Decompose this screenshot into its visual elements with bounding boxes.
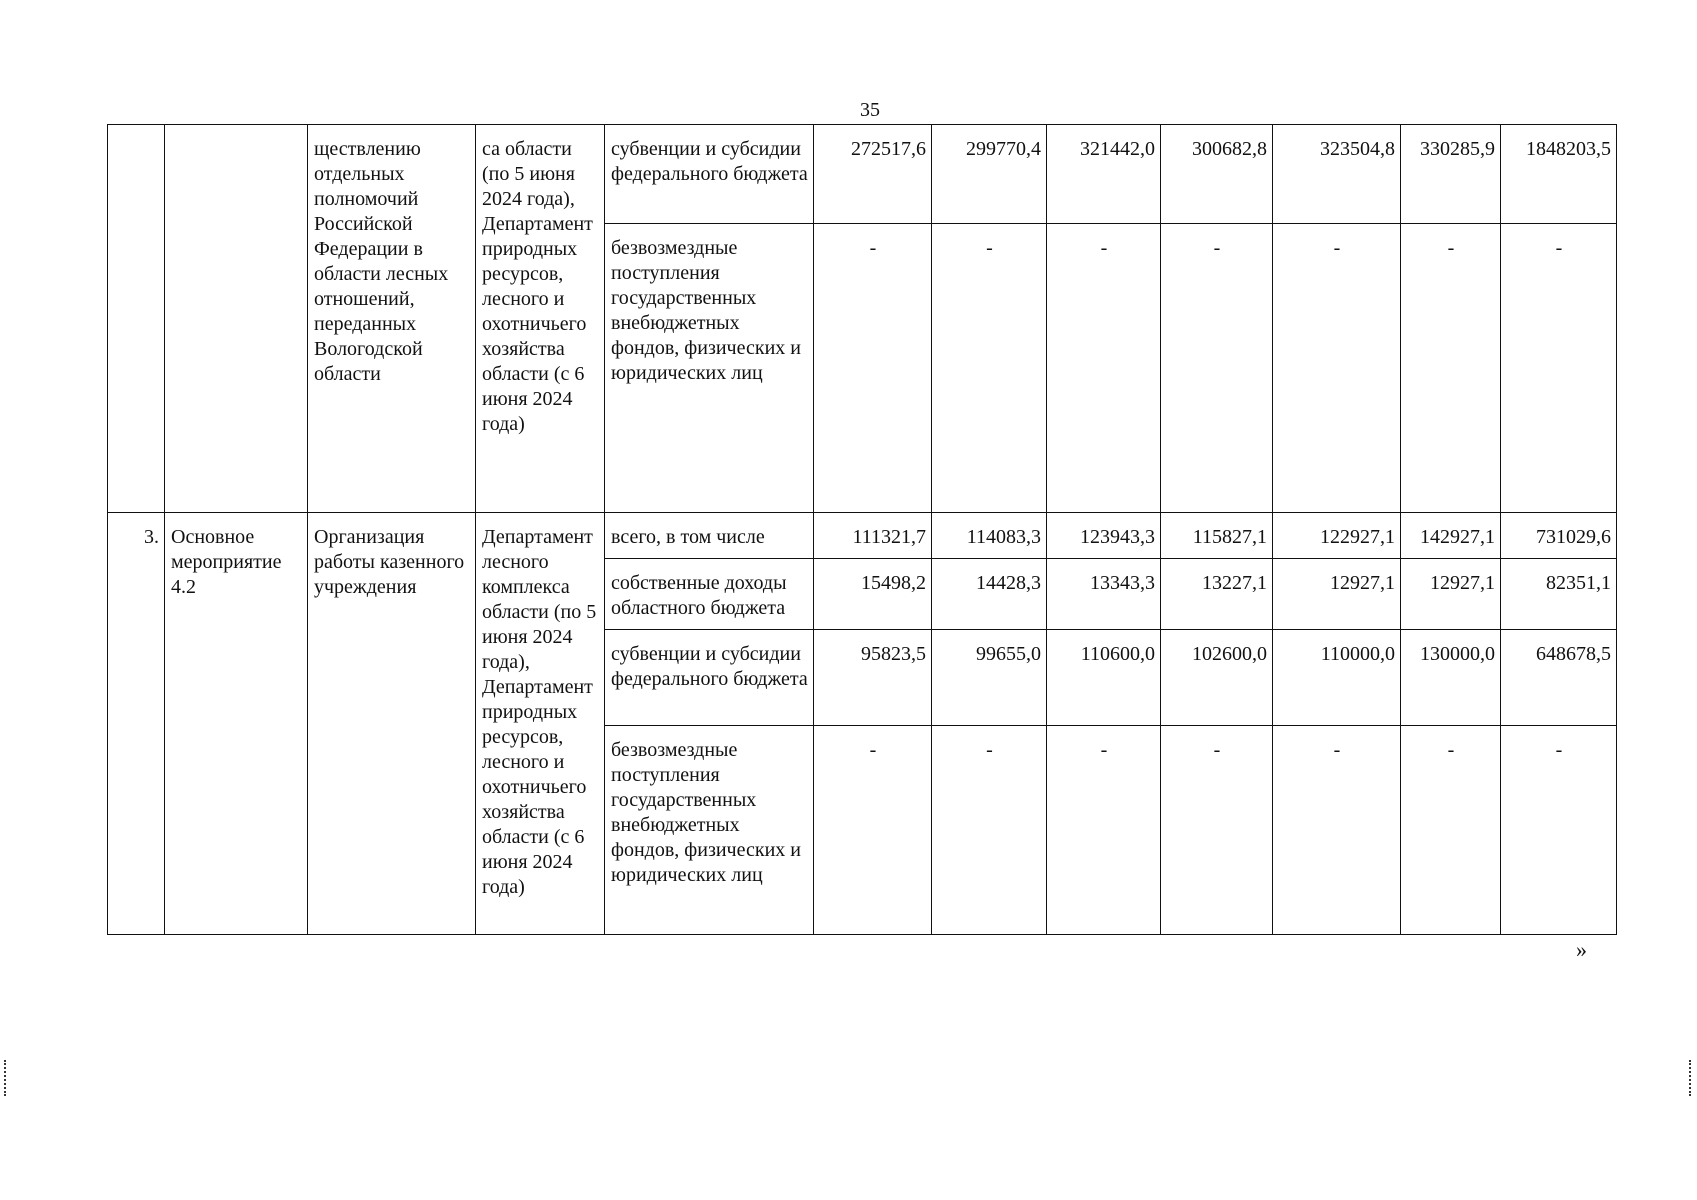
scan-edge-mark (1689, 1060, 1693, 1096)
cell-value: - (932, 224, 1047, 513)
closing-quote: » (1576, 937, 1587, 962)
cell-value: 111321,7 (814, 513, 932, 559)
cell-value: - (1161, 224, 1273, 513)
cell-funding-source: субвенции и субсидии федерального бюджета (605, 125, 814, 224)
cell-value: - (1273, 224, 1401, 513)
cell-value: 323504,8 (1273, 125, 1401, 224)
cell-executor: са области (по 5 июня 2024 года), Департамент природных ресурсов, лесного и охотничьего хозяйства области (с 6 июня 2024 года) (476, 125, 605, 513)
cell-value: - (1273, 726, 1401, 935)
cell-value: 299770,4 (932, 125, 1047, 224)
cell-value: - (1401, 726, 1501, 935)
cell-description: Организация работы казенного учреждения (308, 513, 476, 935)
cell-value: 95823,5 (814, 630, 932, 726)
table-row (108, 513, 1617, 559)
cell-value: 12927,1 (1401, 559, 1501, 630)
cell-funding-source: безвозмездные поступления государственных внебюджетных фондов, физических и юридических лиц (605, 726, 814, 935)
cell-value: - (1501, 726, 1617, 935)
scan-edge-mark (4, 1060, 8, 1096)
cell-funding-source: безвозмездные поступления государственных внебюджетных фондов, физических и юридических лиц (605, 224, 814, 513)
cell-value: - (814, 224, 932, 513)
cell-value: 99655,0 (932, 630, 1047, 726)
cell-description: ществлению отдельных полномочий Российской Федерации в области лесных отношений, переданных Вологодской области (308, 125, 476, 513)
cell-value: - (1047, 726, 1161, 935)
cell-value: 110000,0 (1273, 630, 1401, 726)
cell-value: 115827,1 (1161, 513, 1273, 559)
cell-measure-name (165, 125, 308, 513)
cell-index: 3. (108, 513, 165, 935)
cell-value: 122927,1 (1273, 513, 1401, 559)
cell-value: 1848203,5 (1501, 125, 1617, 224)
cell-measure-name: Основное мероприятие 4.2 (165, 513, 308, 935)
cell-funding-source: собственные доходы областного бюджета (605, 559, 814, 630)
cell-value: - (814, 726, 932, 935)
cell-value: 12927,1 (1273, 559, 1401, 630)
table-row (108, 125, 1617, 224)
cell-value: 14428,3 (932, 559, 1047, 630)
cell-value: 110600,0 (1047, 630, 1161, 726)
cell-value: 300682,8 (1161, 125, 1273, 224)
cell-funding-source: субвенции и субсидии федерального бюджета (605, 630, 814, 726)
cell-value: - (1161, 726, 1273, 935)
cell-value: 130000,0 (1401, 630, 1501, 726)
cell-value: 15498,2 (814, 559, 932, 630)
cell-executor: Департамент лесного комплекса области (по 5 июня 2024 года), Департамент природных ресурсов, лесного и охотничьего хозяйства области (с 6 июня 2024 года) (476, 513, 605, 935)
cell-value: 142927,1 (1401, 513, 1501, 559)
budget-table (107, 124, 1617, 935)
cell-value: 102600,0 (1161, 630, 1273, 726)
cell-value: 321442,0 (1047, 125, 1161, 224)
cell-value: 272517,6 (814, 125, 932, 224)
cell-value: 13343,3 (1047, 559, 1161, 630)
cell-value: 123943,3 (1047, 513, 1161, 559)
cell-value: 731029,6 (1501, 513, 1617, 559)
cell-value: - (1501, 224, 1617, 513)
cell-value: 13227,1 (1161, 559, 1273, 630)
cell-index (108, 125, 165, 513)
cell-value: - (1047, 224, 1161, 513)
cell-value: 82351,1 (1501, 559, 1617, 630)
cell-funding-source: всего, в том числе (605, 513, 814, 559)
page-number: 35 (860, 99, 880, 121)
cell-value: 330285,9 (1401, 125, 1501, 224)
cell-value: 114083,3 (932, 513, 1047, 559)
cell-value: - (1401, 224, 1501, 513)
cell-value: 648678,5 (1501, 630, 1617, 726)
cell-value: - (932, 726, 1047, 935)
